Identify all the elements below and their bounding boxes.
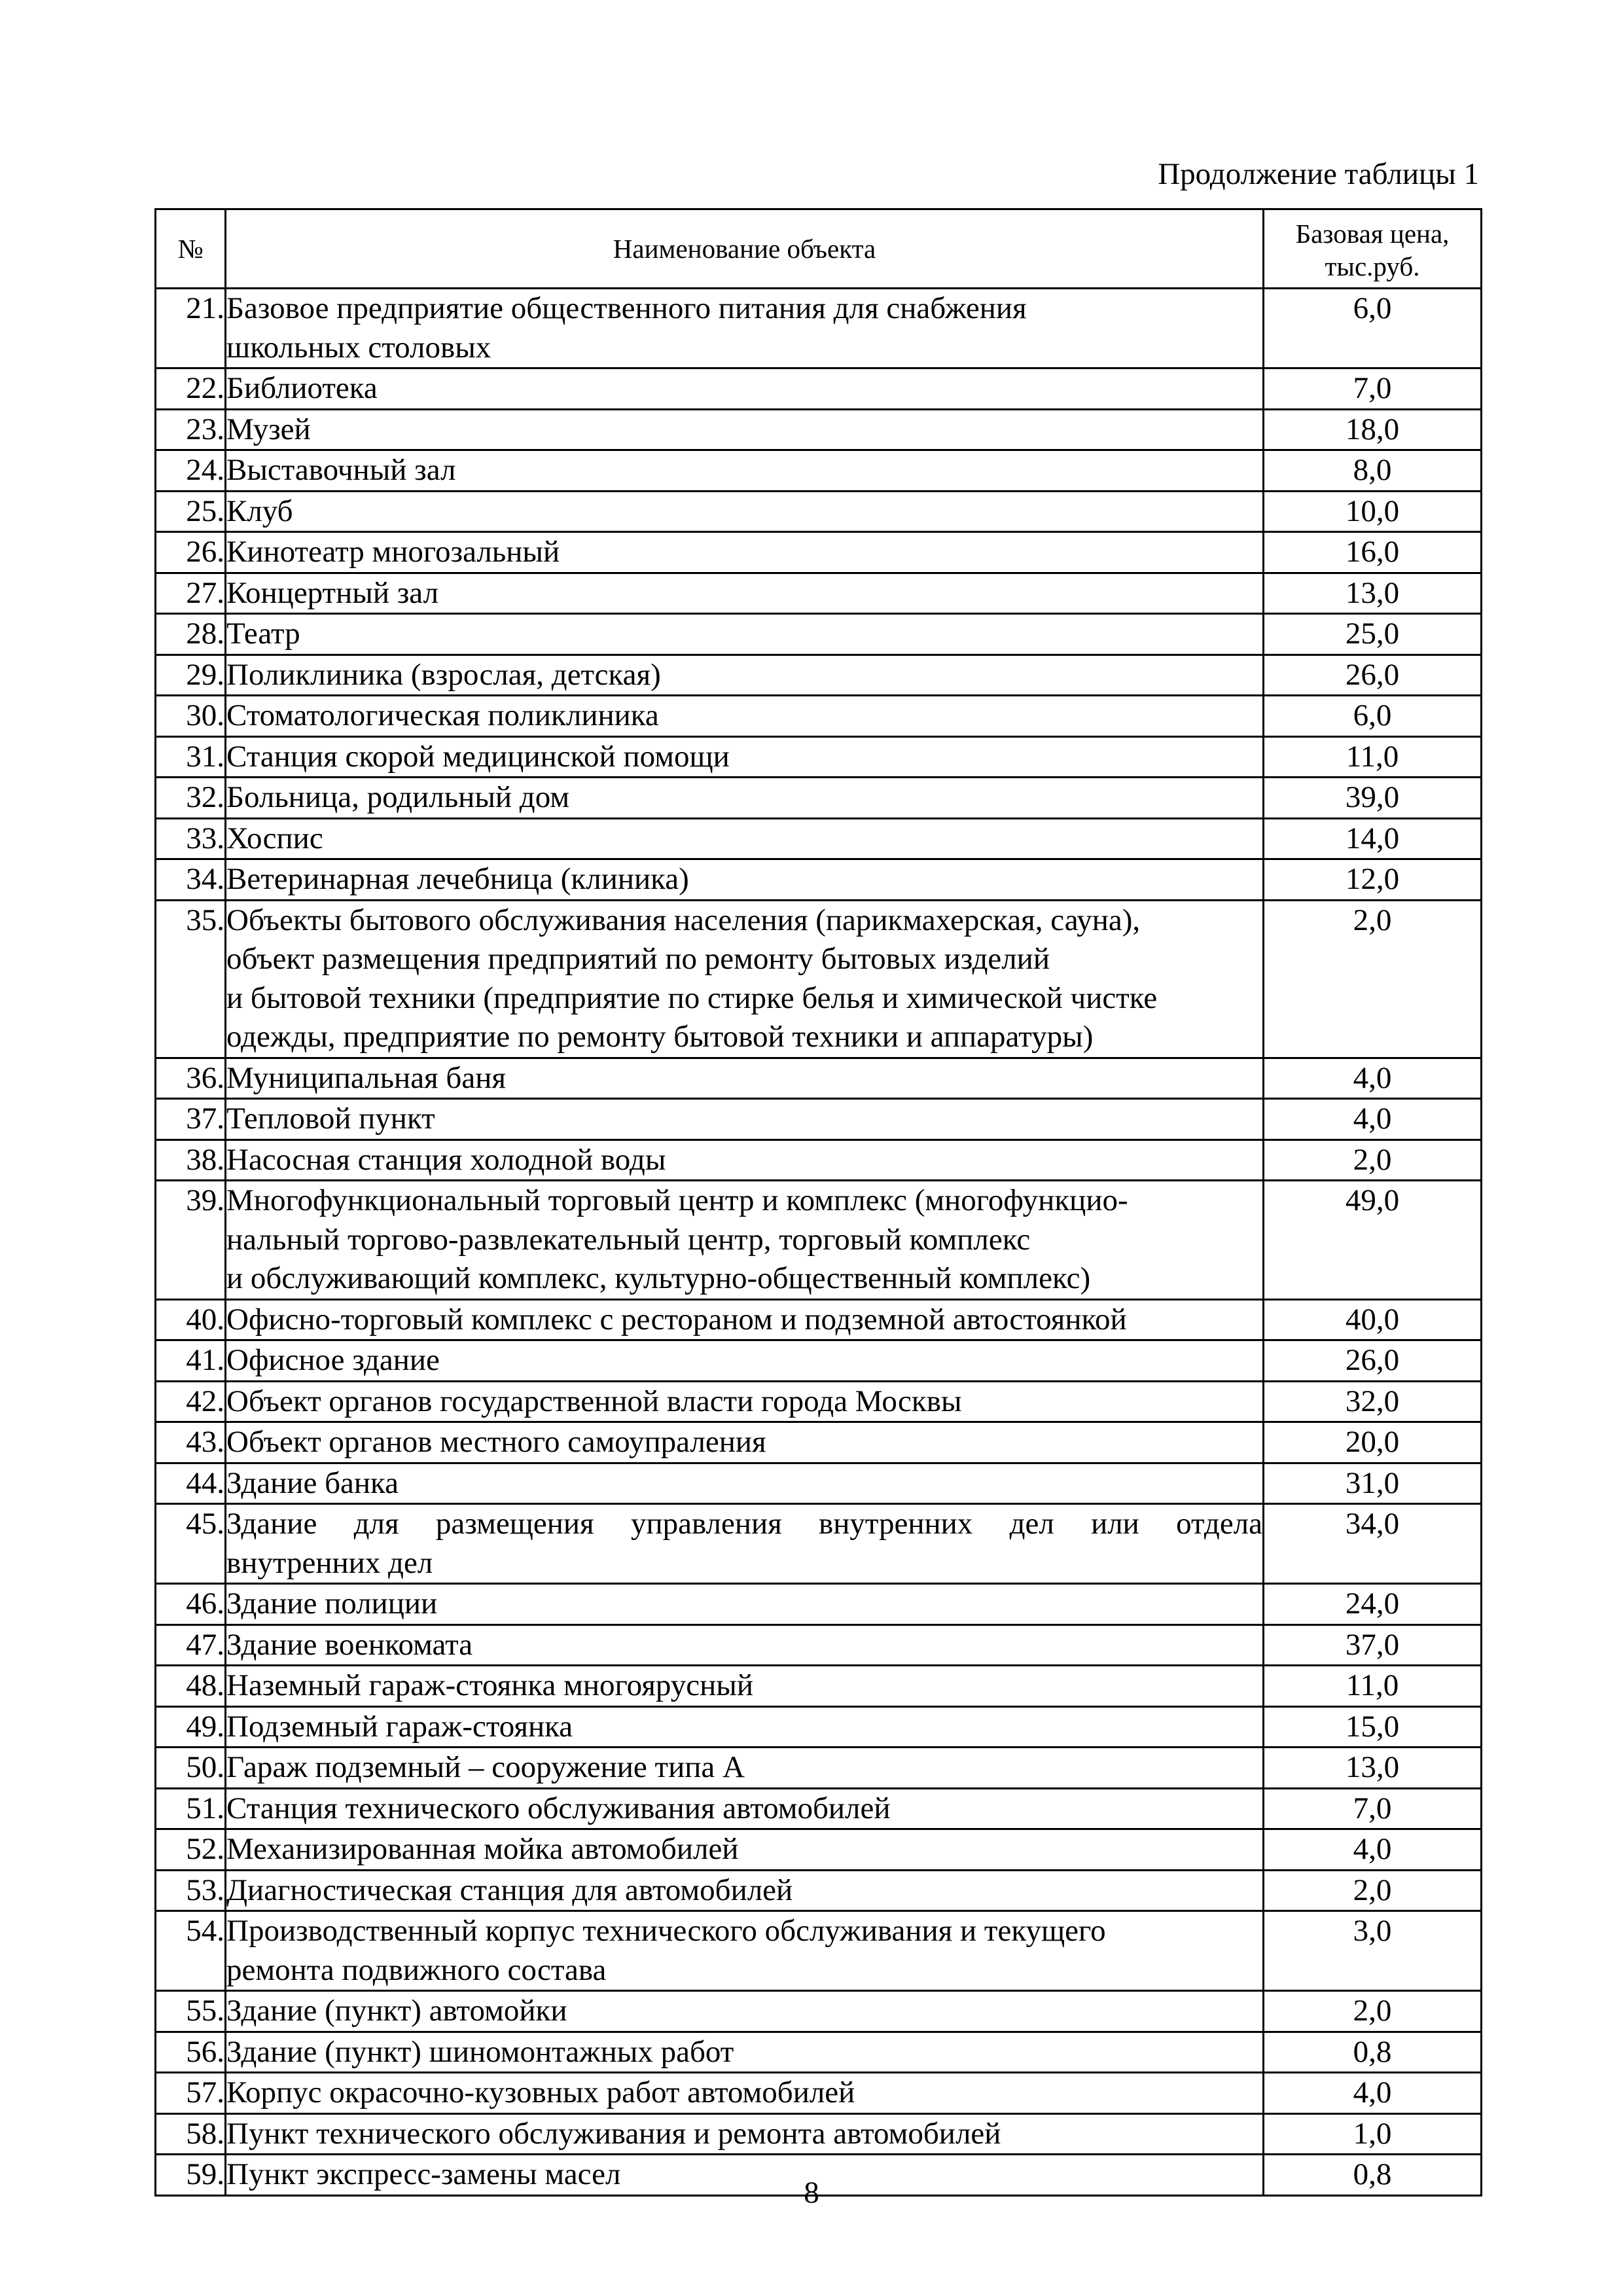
table-row: [156, 1706, 1482, 1748]
object-name: [226, 409, 1264, 450]
object-name-line: Здание (пункт) автомойки: [226, 1994, 567, 2028]
base-price: 0,8: [1264, 2155, 1482, 2196]
object-name: [226, 1870, 1264, 1911]
object-name-line: объект размещения предприятий по ремонту бытовых изделий: [226, 942, 1050, 976]
base-price: 24,0: [1264, 1584, 1482, 1625]
object-name: [226, 1748, 1264, 1789]
row-number: 22.: [156, 368, 226, 410]
object-name-line: Насосная станция холодной воды: [226, 1142, 666, 1177]
table-row: [156, 289, 1482, 368]
row-number: 31.: [156, 736, 226, 778]
base-price: 4,0: [1264, 2073, 1482, 2114]
object-name-line: и обслуживающий комплекс, культурно-общественный комплекс): [226, 1261, 1091, 1295]
object-name-line: Музей: [226, 412, 311, 446]
base-price: 1,0: [1264, 2113, 1482, 2155]
object-name-line: Больница, родильный дом: [226, 780, 570, 814]
object-name-line: Корпус окрасочно-кузовных работ автомобилей: [226, 2075, 855, 2109]
table-row: [156, 1991, 1482, 2032]
object-name: [226, 1099, 1264, 1140]
base-price: 34,0: [1264, 1504, 1482, 1584]
base-price: 7,0: [1264, 1788, 1482, 1829]
object-name: [226, 1422, 1264, 1463]
object-name-line: Офисное здание: [226, 1343, 440, 1377]
row-number: 40.: [156, 1299, 226, 1340]
table-row: [156, 1624, 1482, 1666]
table-row: [156, 696, 1482, 737]
object-name-line: Здание (пункт) шиномонтажных работ: [226, 2034, 734, 2069]
base-price: 2,0: [1264, 1870, 1482, 1911]
header-price-line1: Базовая цена,: [1295, 219, 1450, 249]
row-number: 24.: [156, 450, 226, 492]
object-name-line: Механизированная мойка автомобилей: [226, 1832, 739, 1866]
object-name-line: Стоматологическая поликлиника: [226, 698, 659, 732]
header-price-line2: тыс.руб.: [1325, 251, 1420, 281]
base-price: 39,0: [1264, 778, 1482, 819]
row-number: 26.: [156, 532, 226, 573]
base-price: 6,0: [1264, 289, 1482, 368]
object-name-line: Гараж подземный – сооружение типа А: [226, 1750, 745, 1784]
table-row: [156, 1911, 1482, 1991]
row-number: 27.: [156, 573, 226, 614]
object-name: [226, 900, 1264, 1058]
object-name-line: Муниципальная баня: [226, 1060, 506, 1095]
object-name: [226, 1829, 1264, 1871]
base-price: 12,0: [1264, 859, 1482, 901]
base-price: 40,0: [1264, 1299, 1482, 1340]
table-row: [156, 1584, 1482, 1625]
row-number: 21.: [156, 289, 226, 368]
row-number: 23.: [156, 409, 226, 450]
object-name: [226, 1991, 1264, 2032]
object-name: [226, 1299, 1264, 1340]
object-name: [226, 1381, 1264, 1422]
table-row: [156, 450, 1482, 492]
object-name: [226, 736, 1264, 778]
object-name: [226, 289, 1264, 368]
base-price: 2,0: [1264, 900, 1482, 1058]
object-name-line: Объект органов государственной власти города Москвы: [226, 1384, 962, 1418]
row-number: 59.: [156, 2155, 226, 2196]
table-row: [156, 1181, 1482, 1300]
object-name: [226, 1463, 1264, 1504]
row-number: 45.: [156, 1504, 226, 1584]
header-num: №: [156, 209, 226, 289]
row-number: 35.: [156, 900, 226, 1058]
table-row: [156, 491, 1482, 532]
base-price: 26,0: [1264, 655, 1482, 696]
object-name: [226, 1911, 1264, 1991]
object-name-line: Станция технического обслуживания автомобилей: [226, 1791, 891, 1825]
table-row: [156, 859, 1482, 901]
row-number: 39.: [156, 1181, 226, 1300]
row-number: 44.: [156, 1463, 226, 1504]
base-price: 49,0: [1264, 1181, 1482, 1300]
object-name-line: ремонта подвижного состава: [226, 1952, 607, 1987]
object-name-line: Ветеринарная лечебница (клиника): [226, 862, 689, 896]
table-row: [156, 368, 1482, 410]
table-row: [156, 1463, 1482, 1504]
object-name-line: Диагностическая станция для автомобилей: [226, 1873, 793, 1907]
row-number: 55.: [156, 1991, 226, 2032]
row-number: 36.: [156, 1058, 226, 1099]
row-number: 52.: [156, 1829, 226, 1871]
table-row: [156, 1058, 1482, 1099]
object-name-line: Кинотеатр многозальный: [226, 535, 560, 569]
row-number: 43.: [156, 1422, 226, 1463]
object-name: [226, 1139, 1264, 1181]
table-row: [156, 736, 1482, 778]
object-name: [226, 532, 1264, 573]
object-name-line: Офисно-торговый комплекс с рестораном и подземной автостоянкой: [226, 1302, 1127, 1336]
object-name: [226, 696, 1264, 737]
table-row: [156, 1870, 1482, 1911]
object-name-line: Пункт технического обслуживания и ремонта автомобилей: [226, 2116, 1001, 2151]
base-price: 11,0: [1264, 1666, 1482, 1707]
base-price: 25,0: [1264, 614, 1482, 655]
base-price: 8,0: [1264, 450, 1482, 492]
base-price: 15,0: [1264, 1706, 1482, 1748]
object-name-line: Хоспис: [226, 821, 323, 855]
table-row: [156, 2113, 1482, 2155]
object-name-line: Базовое предприятие общественного питания для снабжения: [226, 291, 1027, 325]
object-name: [226, 2113, 1264, 2155]
row-number: 29.: [156, 655, 226, 696]
base-price: 4,0: [1264, 1829, 1482, 1871]
table-row: [156, 614, 1482, 655]
object-name: [226, 2032, 1264, 2073]
table-row: [156, 1666, 1482, 1707]
row-number: 58.: [156, 2113, 226, 2155]
base-price: 2,0: [1264, 1139, 1482, 1181]
object-name-line: Многофункциональный торговый центр и комплекс (многофункцио-: [226, 1183, 1128, 1217]
object-name: [226, 491, 1264, 532]
row-number: 57.: [156, 2073, 226, 2114]
row-number: 25.: [156, 491, 226, 532]
price-table: [154, 208, 1482, 2197]
table-header-row: [156, 209, 1482, 289]
table-row: [156, 1422, 1482, 1463]
base-price: 0,8: [1264, 2032, 1482, 2073]
object-name: [226, 1504, 1264, 1584]
table-row: [156, 655, 1482, 696]
object-name: [226, 1666, 1264, 1707]
table-row: [156, 2032, 1482, 2073]
object-name-line: нальный торгово-развлекательный центр, торговый комплекс: [226, 1222, 1031, 1257]
object-name: [226, 450, 1264, 492]
row-number: 41.: [156, 1340, 226, 1382]
object-name-line: Концертный зал: [226, 575, 439, 610]
object-name-line: Производственный корпус технического обслуживания и текущего: [226, 1914, 1106, 1948]
table-row: [156, 1829, 1482, 1871]
object-name: [226, 859, 1264, 901]
table-row: [156, 1788, 1482, 1829]
object-name-line: Объекты бытового обслуживания населения (парикмахерская, сауна),: [226, 903, 1141, 937]
object-name: [226, 614, 1264, 655]
object-name: [226, 1788, 1264, 1829]
table-row: [156, 1299, 1482, 1340]
row-number: 48.: [156, 1666, 226, 1707]
object-name-line: Библиотека: [226, 371, 378, 405]
header-name: Наименование объекта: [226, 209, 1264, 289]
object-name-line: Наземный гараж-стоянка многоярусный: [226, 1668, 753, 1702]
object-name-line: Клуб: [226, 493, 293, 528]
row-number: 42.: [156, 1381, 226, 1422]
base-price: 2,0: [1264, 1991, 1482, 2032]
row-number: 49.: [156, 1706, 226, 1748]
object-name-line: Подземный гараж-стоянка: [226, 1709, 573, 1744]
row-number: 37.: [156, 1099, 226, 1140]
object-name-line: Объект органов местного самоупраления: [226, 1425, 766, 1459]
object-name-line: и бытовой техники (предприятие по стирке белья и химической чистке: [226, 980, 1158, 1015]
base-price: 13,0: [1264, 1748, 1482, 1789]
row-number: 47.: [156, 1624, 226, 1666]
table-row: [156, 1748, 1482, 1789]
object-name: [226, 655, 1264, 696]
object-name-line: Выставочный зал: [226, 453, 456, 487]
object-name-line: Здание банка: [226, 1465, 399, 1500]
base-price: 3,0: [1264, 1911, 1482, 1991]
table-row: [156, 900, 1482, 1058]
object-name: [226, 1181, 1264, 1300]
table-row: [156, 573, 1482, 614]
base-price: 31,0: [1264, 1463, 1482, 1504]
base-price: 18,0: [1264, 409, 1482, 450]
row-number: 38.: [156, 1139, 226, 1181]
object-name-line: школьных столовых: [226, 330, 491, 365]
object-name: [226, 1584, 1264, 1625]
row-number: 50.: [156, 1748, 226, 1789]
object-name-line: Станция скорой медицинской помощи: [226, 739, 730, 774]
table-row: [156, 1504, 1482, 1584]
row-number: 28.: [156, 614, 226, 655]
row-number: 53.: [156, 1870, 226, 1911]
object-name: [226, 2073, 1264, 2114]
base-price: 6,0: [1264, 696, 1482, 737]
row-number: 32.: [156, 778, 226, 819]
table-row: [156, 409, 1482, 450]
base-price: 14,0: [1264, 818, 1482, 859]
row-number: 46.: [156, 1584, 226, 1625]
table-row: [156, 1139, 1482, 1181]
row-number: 51.: [156, 1788, 226, 1829]
row-number: 33.: [156, 818, 226, 859]
base-price: 13,0: [1264, 573, 1482, 614]
object-name-line: Театр: [226, 617, 300, 651]
object-name-line: Здание полиции: [226, 1587, 438, 1621]
row-number: 56.: [156, 2032, 226, 2073]
base-price: 11,0: [1264, 736, 1482, 778]
table-row: [156, 2073, 1482, 2114]
object-name-line: Здание военкомата: [226, 1627, 473, 1662]
table-row: [156, 778, 1482, 819]
base-price: 4,0: [1264, 1099, 1482, 1140]
table-row: [156, 818, 1482, 859]
object-name: [226, 778, 1264, 819]
base-price: 7,0: [1264, 368, 1482, 410]
table-row: [156, 1099, 1482, 1140]
page-number: 8: [804, 2176, 819, 2210]
table-row: [156, 1340, 1482, 1382]
object-name-line: Тепловой пункт: [226, 1102, 435, 1136]
row-number: 30.: [156, 696, 226, 737]
base-price: 26,0: [1264, 1340, 1482, 1382]
object-name-line: одежды, предприятие по ремонту бытовой техники и аппаратуры): [226, 1020, 1094, 1054]
object-name-line: Здание для размещения управления внутренних дел или отдела: [226, 1507, 1262, 1541]
object-name: [226, 1340, 1264, 1382]
object-name: [226, 1058, 1264, 1099]
base-price: 16,0: [1264, 532, 1482, 573]
table-row: [156, 1381, 1482, 1422]
object-name: [226, 1706, 1264, 1748]
row-number: 54.: [156, 1911, 226, 1991]
object-name: [226, 368, 1264, 410]
row-number: 34.: [156, 859, 226, 901]
object-name: [226, 1624, 1264, 1666]
table-row: [156, 532, 1482, 573]
base-price: 10,0: [1264, 491, 1482, 532]
base-price: 37,0: [1264, 1624, 1482, 1666]
base-price: 32,0: [1264, 1381, 1482, 1422]
object-name: [226, 573, 1264, 614]
object-name: [226, 818, 1264, 859]
object-name-line: Пункт экспресс-замены масел: [226, 2157, 621, 2191]
base-price: 20,0: [1264, 1422, 1482, 1463]
header-price: [1264, 209, 1482, 289]
object-name-line: внутренних дел: [226, 1545, 433, 1580]
table-body: [156, 289, 1482, 2196]
base-price: 4,0: [1264, 1058, 1482, 1099]
table-caption: Продолжение таблицы 1: [1158, 157, 1479, 191]
object-name-line: Поликлиника (взрослая, детская): [226, 657, 661, 692]
